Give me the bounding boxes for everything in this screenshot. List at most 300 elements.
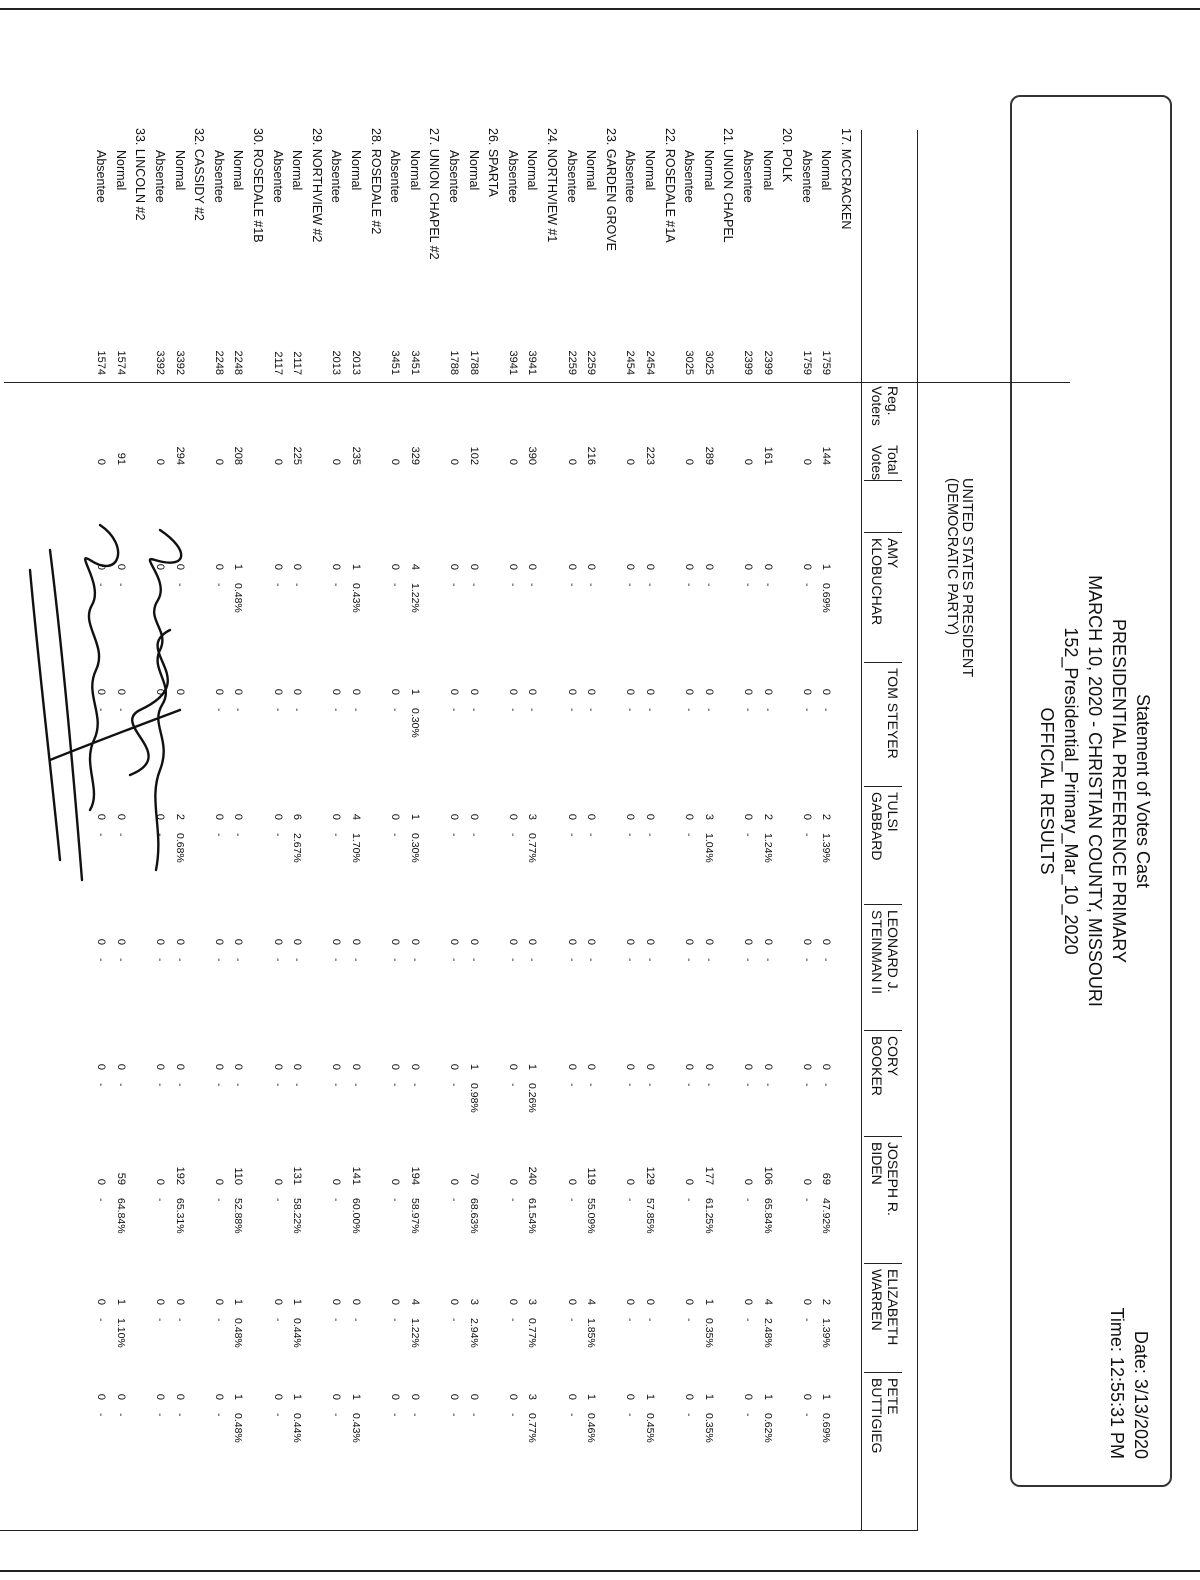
candidate-percent-cell: - (271, 1083, 284, 1087)
candidate-votes-cell: 1 (702, 1298, 715, 1305)
header-col-separator-2 (864, 662, 902, 663)
candidate-votes-cell: 0 (467, 938, 480, 945)
row-type-label: Normal (349, 150, 363, 191)
candidate-votes-cell: 0 (95, 1393, 108, 1400)
header-top-rule (917, 130, 918, 1530)
candidate-percent-cell: - (565, 708, 578, 712)
candidate-votes-cell: 0 (154, 1178, 166, 1185)
candidate-percent-cell: - (330, 708, 343, 712)
precinct-label: 23. GARDEN GROVE (603, 128, 618, 251)
candidate-votes-cell: 0 (683, 1063, 696, 1070)
header-total-votes-line2: Votes (869, 445, 885, 481)
candidate-votes-cell: 0 (154, 813, 166, 820)
candidate-percent-cell: - (820, 958, 833, 962)
total-votes-cell: 0 (624, 458, 637, 465)
candidate-votes-cell: 0 (506, 813, 519, 820)
candidate-percent-cell: - (742, 583, 754, 587)
candidate-percent-cell: - (154, 958, 166, 962)
candidate-percent-cell: - (565, 1318, 578, 1322)
total-votes-cell: 0 (212, 458, 225, 465)
candidate-votes-cell: 4 (350, 813, 362, 820)
total-votes-cell: 390 (526, 446, 539, 465)
header-col-separator-8 (864, 1372, 902, 1373)
candidate-votes-cell: 0 (114, 813, 127, 820)
candidate-votes-cell: 131 (291, 1166, 304, 1185)
reg-voters-cell: 3451 (408, 350, 421, 375)
candidate-votes-cell: 0 (467, 563, 480, 570)
candidate-votes-cell: 0 (624, 1393, 637, 1400)
total-votes-cell: 0 (800, 458, 813, 465)
candidate-votes-cell: 0 (624, 938, 637, 945)
candidate-percent-cell: - (683, 958, 696, 962)
candidate-percent-cell: - (467, 833, 480, 837)
candidate-votes-cell: 0 (467, 1393, 480, 1400)
candidate-percent-cell: - (467, 958, 480, 962)
header-reg-voters-line2: Voters (869, 386, 885, 426)
total-votes-cell: 0 (742, 458, 754, 465)
candidate-votes-cell: 0 (212, 1178, 225, 1185)
total-votes-cell: 289 (702, 446, 715, 465)
candidate-votes-cell: 0 (154, 1393, 166, 1400)
candidate-percent-cell: - (271, 583, 284, 587)
total-votes-cell: 161 (761, 446, 774, 465)
candidate-percent-cell: - (742, 708, 754, 712)
candidate-percent-cell: 64.84% (114, 1198, 127, 1234)
precinct-label: 21. UNION CHAPEL (721, 128, 736, 243)
candidate-percent-cell: - (742, 1413, 754, 1417)
candidate-votes-cell: 0 (467, 688, 480, 695)
candidate-votes-cell: 119 (585, 1167, 598, 1185)
total-votes-cell: 329 (408, 446, 421, 465)
candidate-votes-cell: 1 (350, 1393, 362, 1400)
candidate-votes-cell: 0 (408, 1063, 421, 1070)
candidate-percent-cell: - (291, 958, 304, 962)
candidate-percent-cell: - (683, 708, 696, 712)
candidate-votes-cell: 0 (232, 688, 245, 695)
candidate-votes-cell: 0 (448, 813, 460, 820)
candidate-votes-cell: 0 (212, 938, 225, 945)
candidate-votes-cell: 0 (800, 1063, 813, 1070)
candidate-votes-cell: 3 (526, 1393, 539, 1400)
candidate-percent-cell: - (565, 1198, 578, 1202)
candidate-percent-cell: - (702, 958, 715, 962)
candidate-votes-cell: 2 (761, 813, 774, 820)
candidate-percent-cell: - (624, 1198, 637, 1202)
candidate-votes-cell: 192 (173, 1166, 186, 1185)
row-type-label: Absentee (623, 150, 638, 203)
candidate-votes-cell: 1 (820, 1393, 833, 1400)
candidate-votes-cell: 0 (291, 938, 304, 945)
candidate-percent-cell: - (408, 1083, 421, 1087)
candidate-votes-cell: 0 (702, 1063, 715, 1070)
candidate-percent-cell: - (114, 583, 127, 587)
header-candidate-1-line1: TOM STEYER (885, 668, 901, 759)
candidate-percent-cell: 0.43% (350, 583, 362, 613)
candidate-percent-cell: - (350, 1318, 362, 1322)
header-candidate-3-line2: STEINMAN II (869, 910, 885, 995)
candidate-votes-cell: 59 (114, 1172, 127, 1185)
candidate-votes-cell: 0 (800, 1393, 813, 1400)
candidate-percent-cell: - (506, 958, 519, 962)
candidate-percent-cell: 65.84% (761, 1198, 774, 1234)
candidate-votes-cell: 0 (389, 1178, 402, 1185)
report-date: Date: 3/13/2020 (1131, 1330, 1151, 1459)
candidate-percent-cell: - (565, 958, 578, 962)
candidate-percent-cell: - (526, 958, 539, 962)
candidate-votes-cell: 4 (408, 563, 421, 570)
reg-voters-cell: 2013 (350, 350, 362, 375)
total-votes-cell: 0 (683, 458, 696, 465)
candidate-percent-cell: - (448, 1083, 460, 1087)
candidate-votes-cell: 0 (271, 563, 284, 570)
candidate-percent-cell: - (389, 1318, 402, 1322)
candidate-percent-cell: 0.77% (526, 1318, 539, 1348)
candidate-percent-cell: 0.43% (350, 1413, 362, 1443)
row-type-label: Normal (466, 150, 481, 191)
candidate-percent-cell: 2.94% (467, 1318, 480, 1348)
candidate-percent-cell: - (114, 1083, 127, 1087)
candidate-percent-cell: - (232, 708, 245, 712)
precinct-label: 20. POLK (780, 128, 795, 183)
row-type-label: Absentee (682, 150, 697, 203)
candidate-percent-cell: - (506, 1318, 519, 1322)
candidate-votes-cell: 0 (330, 938, 343, 945)
candidate-votes-cell: 0 (271, 1298, 284, 1305)
candidate-votes-cell: 1 (291, 1298, 304, 1305)
candidate-percent-cell: - (154, 833, 166, 837)
candidate-percent-cell: - (644, 1083, 656, 1087)
candidate-percent-cell: - (761, 708, 774, 712)
candidate-votes-cell: 0 (644, 688, 656, 695)
candidate-percent-cell: - (448, 1413, 460, 1417)
candidate-percent-cell: - (212, 1198, 225, 1202)
candidate-votes-cell: 0 (624, 688, 637, 695)
candidate-percent-cell: - (585, 708, 598, 712)
candidate-votes-cell: 3 (526, 1298, 539, 1305)
candidate-percent-cell: - (565, 833, 578, 837)
candidate-percent-cell: 52.88% (232, 1198, 245, 1234)
candidate-votes-cell: 0 (212, 688, 225, 695)
candidate-percent-cell: - (742, 833, 754, 837)
candidate-votes-cell: 0 (212, 1063, 225, 1070)
candidate-votes-cell: 1 (761, 1393, 774, 1400)
candidate-votes-cell: 194 (408, 1166, 421, 1185)
row-type-label: Absentee (447, 150, 461, 203)
row-type-label: Normal (290, 150, 305, 191)
candidate-percent-cell: - (173, 1413, 186, 1417)
candidate-votes-cell: 1 (350, 563, 362, 570)
candidate-percent-cell: - (154, 708, 166, 712)
candidate-votes-cell: 0 (448, 1298, 460, 1305)
candidate-votes-cell: 0 (408, 1393, 421, 1400)
candidate-votes-cell: 0 (742, 1393, 754, 1400)
candidate-votes-cell: 0 (389, 1298, 402, 1305)
candidate-percent-cell: 55.09% (585, 1198, 598, 1234)
header-col-separator-1 (864, 532, 902, 533)
candidate-votes-cell: 0 (408, 938, 421, 945)
candidate-votes-cell: 0 (232, 938, 245, 945)
candidate-votes-cell: 0 (800, 1298, 813, 1305)
candidate-percent-cell: 47.92% (820, 1198, 833, 1234)
candidate-votes-cell: 0 (154, 688, 166, 695)
candidate-votes-cell: 0 (506, 1393, 519, 1400)
candidate-votes-cell: 0 (800, 688, 813, 695)
candidate-percent-cell: 58.97% (408, 1198, 421, 1234)
candidate-votes-cell: 0 (565, 1393, 578, 1400)
candidate-percent-cell: 1.24% (761, 833, 774, 863)
candidate-percent-cell: 58.22% (291, 1198, 304, 1234)
candidate-votes-cell: 0 (271, 1178, 284, 1185)
total-votes-cell: 225 (291, 446, 304, 465)
header-candidate-3-line1: LEONARD J. (885, 910, 901, 993)
candidate-votes-cell: 0 (173, 1298, 186, 1305)
candidate-percent-cell: - (154, 1083, 166, 1087)
candidate-percent-cell: - (467, 583, 480, 587)
candidate-percent-cell: - (761, 583, 774, 587)
candidate-percent-cell: 0.48% (232, 1318, 245, 1348)
header-candidate-4-line1: CORY (885, 1036, 901, 1077)
candidate-percent-cell: - (624, 1083, 637, 1087)
candidate-percent-cell: - (506, 708, 519, 712)
report-county: MARCH 10, 2020 - CHRISTIAN COUNTY, MISSOURI (1085, 575, 1105, 1007)
candidate-votes-cell: 0 (173, 563, 186, 570)
candidate-votes-cell: 1 (408, 688, 421, 695)
candidate-percent-cell: 1.39% (820, 1318, 833, 1348)
candidate-votes-cell: 1 (820, 563, 833, 570)
total-votes-cell: 0 (506, 458, 519, 465)
header-candidate-6-line2: WARREN (869, 1269, 885, 1331)
candidate-percent-cell: 0.77% (526, 833, 539, 863)
candidate-votes-cell: 0 (154, 563, 166, 570)
candidate-percent-cell: - (683, 583, 696, 587)
candidate-percent-cell: - (761, 1083, 774, 1087)
candidate-votes-cell: 0 (800, 813, 813, 820)
header-col-separator-6 (864, 1136, 902, 1137)
candidate-percent-cell: - (702, 583, 715, 587)
row-type-label: Absentee (153, 150, 167, 203)
candidate-votes-cell: 0 (95, 813, 108, 820)
candidate-votes-cell: 0 (506, 938, 519, 945)
candidate-percent-cell: - (154, 1318, 166, 1322)
candidate-votes-cell: 0 (448, 938, 460, 945)
candidate-percent-cell: - (624, 958, 637, 962)
candidate-percent-cell: - (330, 583, 343, 587)
candidate-percent-cell: - (114, 958, 127, 962)
row-type-label: Absentee (741, 150, 755, 203)
candidate-votes-cell: 0 (389, 1393, 402, 1400)
candidate-percent-cell: 57.85% (644, 1198, 656, 1234)
header-candidate-0-line2: KLOBUCHAR (869, 538, 885, 626)
label-column-rule (4, 382, 1070, 383)
row-type-label: Normal (819, 150, 834, 191)
row-type-label: Absentee (505, 150, 520, 203)
total-votes-cell: 294 (173, 446, 186, 465)
header-bottom-rule (861, 130, 862, 1530)
report-file: 152_Presidential_Primary_Mar_10_2020 (1061, 627, 1081, 955)
header-col-separator-7 (864, 1263, 902, 1264)
candidate-percent-cell: - (291, 583, 304, 587)
candidate-percent-cell: - (389, 833, 402, 837)
candidate-percent-cell: - (800, 1318, 813, 1322)
candidate-percent-cell: 0.30% (408, 708, 421, 738)
candidate-votes-cell: 0 (742, 688, 754, 695)
candidate-votes-cell: 4 (585, 1298, 598, 1305)
candidate-percent-cell: - (742, 1083, 754, 1087)
candidate-percent-cell: 0.30% (408, 833, 421, 863)
candidate-votes-cell: 0 (232, 813, 245, 820)
candidate-percent-cell: - (330, 1413, 343, 1417)
candidate-votes-cell: 1 (702, 1393, 715, 1400)
candidate-votes-cell: 0 (526, 563, 539, 570)
candidate-votes-cell: 0 (212, 563, 225, 570)
row-type-label: Normal (172, 150, 187, 191)
row-type-label: Absentee (94, 150, 109, 203)
candidate-percent-cell: - (565, 1413, 578, 1417)
candidate-votes-cell: 0 (742, 1298, 754, 1305)
precinct-label: 27. UNION CHAPEL #2 (427, 128, 442, 260)
candidate-percent-cell: - (95, 1318, 108, 1322)
candidate-votes-cell: 0 (565, 563, 578, 570)
candidate-percent-cell: 0.35% (702, 1413, 715, 1443)
candidate-percent-cell: 0.77% (526, 1413, 539, 1443)
candidate-votes-cell: 0 (95, 1178, 108, 1185)
total-votes-cell: 216 (585, 446, 598, 465)
row-type-label: Normal (643, 150, 657, 191)
candidate-votes-cell: 0 (350, 688, 362, 695)
candidate-votes-cell: 0 (624, 1178, 637, 1185)
candidate-percent-cell: - (448, 833, 460, 837)
candidate-votes-cell: 3 (526, 813, 539, 820)
candidate-percent-cell: 0.48% (232, 1413, 245, 1443)
candidate-percent-cell: 0.44% (291, 1318, 304, 1348)
total-votes-cell: 91 (114, 452, 127, 465)
candidate-votes-cell: 0 (761, 938, 774, 945)
report-time: Time: 12:55:31 PM (1107, 1307, 1127, 1459)
candidate-votes-cell: 0 (330, 1298, 343, 1305)
candidate-votes-cell: 0 (291, 1063, 304, 1070)
candidate-votes-cell: 0 (506, 688, 519, 695)
signature-flourish-short (30, 570, 60, 860)
candidate-percent-cell: - (761, 958, 774, 962)
candidate-votes-cell: 0 (624, 1298, 637, 1305)
report-title: Statement of Votes Cast (1133, 693, 1153, 889)
candidate-votes-cell: 0 (820, 938, 833, 945)
row-type-label: Normal (231, 150, 246, 191)
candidate-percent-cell: - (800, 1198, 813, 1202)
header-col-separator-5 (864, 1030, 902, 1031)
candidate-percent-cell: 65.31% (173, 1198, 186, 1234)
candidate-votes-cell: 0 (761, 688, 774, 695)
candidate-percent-cell: - (565, 1083, 578, 1087)
candidate-votes-cell: 0 (683, 813, 696, 820)
candidate-percent-cell: - (800, 958, 813, 962)
candidate-percent-cell: - (212, 583, 225, 587)
header-candidate-2-line1: TULSI (885, 792, 901, 832)
candidate-percent-cell: - (95, 708, 108, 712)
candidate-percent-cell: - (114, 1413, 127, 1417)
candidate-votes-cell: 0 (173, 688, 186, 695)
candidate-percent-cell: 0.62% (761, 1413, 774, 1443)
candidate-votes-cell: 69 (820, 1172, 833, 1185)
candidate-votes-cell: 0 (389, 688, 402, 695)
candidate-percent-cell: 1.85% (585, 1318, 598, 1348)
candidate-percent-cell: - (212, 1083, 225, 1087)
candidate-percent-cell: 0.69% (820, 1413, 833, 1443)
candidate-percent-cell: - (448, 1318, 460, 1322)
candidate-votes-cell: 70 (467, 1172, 480, 1185)
candidate-votes-cell: 0 (702, 563, 715, 570)
row-type-label: Normal (407, 150, 422, 191)
candidate-votes-cell: 0 (350, 938, 362, 945)
total-votes-cell: 208 (232, 446, 245, 465)
candidate-percent-cell: - (173, 1083, 186, 1087)
candidate-percent-cell: - (389, 958, 402, 962)
candidate-votes-cell: 0 (291, 688, 304, 695)
candidate-percent-cell: - (330, 1318, 343, 1322)
reg-voters-cell: 3451 (389, 350, 402, 375)
candidate-percent-cell: - (173, 583, 186, 587)
candidate-percent-cell: - (565, 583, 578, 587)
candidate-percent-cell: - (114, 833, 127, 837)
candidate-percent-cell: - (585, 833, 598, 837)
reg-voters-cell: 3392 (173, 350, 186, 375)
candidate-votes-cell: 0 (800, 1178, 813, 1185)
candidate-votes-cell: 0 (585, 813, 598, 820)
header-reg-voters-line1: Reg. (885, 386, 901, 416)
candidate-votes-cell: 0 (761, 563, 774, 570)
candidate-votes-cell: 1 (291, 1393, 304, 1400)
candidate-percent-cell: 0.46% (585, 1413, 598, 1443)
candidate-votes-cell: 0 (271, 813, 284, 820)
candidate-percent-cell: - (800, 708, 813, 712)
candidate-votes-cell: 0 (114, 563, 127, 570)
precinct-label: 28. ROSEDALE #2 (368, 128, 383, 235)
candidate-percent-cell: - (408, 1413, 421, 1417)
candidate-percent-cell: - (624, 1318, 637, 1322)
candidate-percent-cell: - (506, 1198, 519, 1202)
candidate-votes-cell: 0 (683, 563, 696, 570)
candidate-votes-cell: 0 (506, 1063, 519, 1070)
row-type-label: Normal (701, 150, 716, 191)
reg-voters-cell: 2117 (291, 351, 304, 375)
candidate-votes-cell: 0 (350, 1298, 362, 1305)
candidate-votes-cell: 0 (154, 1298, 166, 1305)
candidate-percent-cell: 0.48% (232, 583, 245, 613)
candidate-votes-cell: 0 (232, 1063, 245, 1070)
candidate-votes-cell: 0 (683, 938, 696, 945)
candidate-votes-cell: 0 (114, 1063, 127, 1070)
candidate-percent-cell: - (212, 708, 225, 712)
candidate-votes-cell: 0 (644, 1063, 656, 1070)
candidate-percent-cell: - (506, 833, 519, 837)
candidate-votes-cell: 0 (644, 813, 656, 820)
header-col-separator-0 (864, 480, 902, 481)
precinct-label: 33. LINCOLN #2 (133, 128, 148, 221)
candidate-votes-cell: 1 (585, 1393, 598, 1400)
candidate-votes-cell: 2 (173, 813, 186, 820)
candidate-votes-cell: 0 (800, 563, 813, 570)
candidate-votes-cell: 1 (232, 563, 245, 570)
candidate-percent-cell: - (506, 1413, 519, 1417)
candidate-percent-cell: - (585, 958, 598, 962)
candidate-percent-cell: - (448, 708, 460, 712)
report-status: OFFICIAL RESULTS (1037, 707, 1057, 875)
candidate-percent-cell: 1.70% (350, 833, 362, 863)
candidate-percent-cell: - (95, 1083, 108, 1087)
candidate-votes-cell: 0 (506, 1298, 519, 1305)
candidate-votes-cell: 0 (506, 563, 519, 570)
candidate-percent-cell: - (702, 708, 715, 712)
